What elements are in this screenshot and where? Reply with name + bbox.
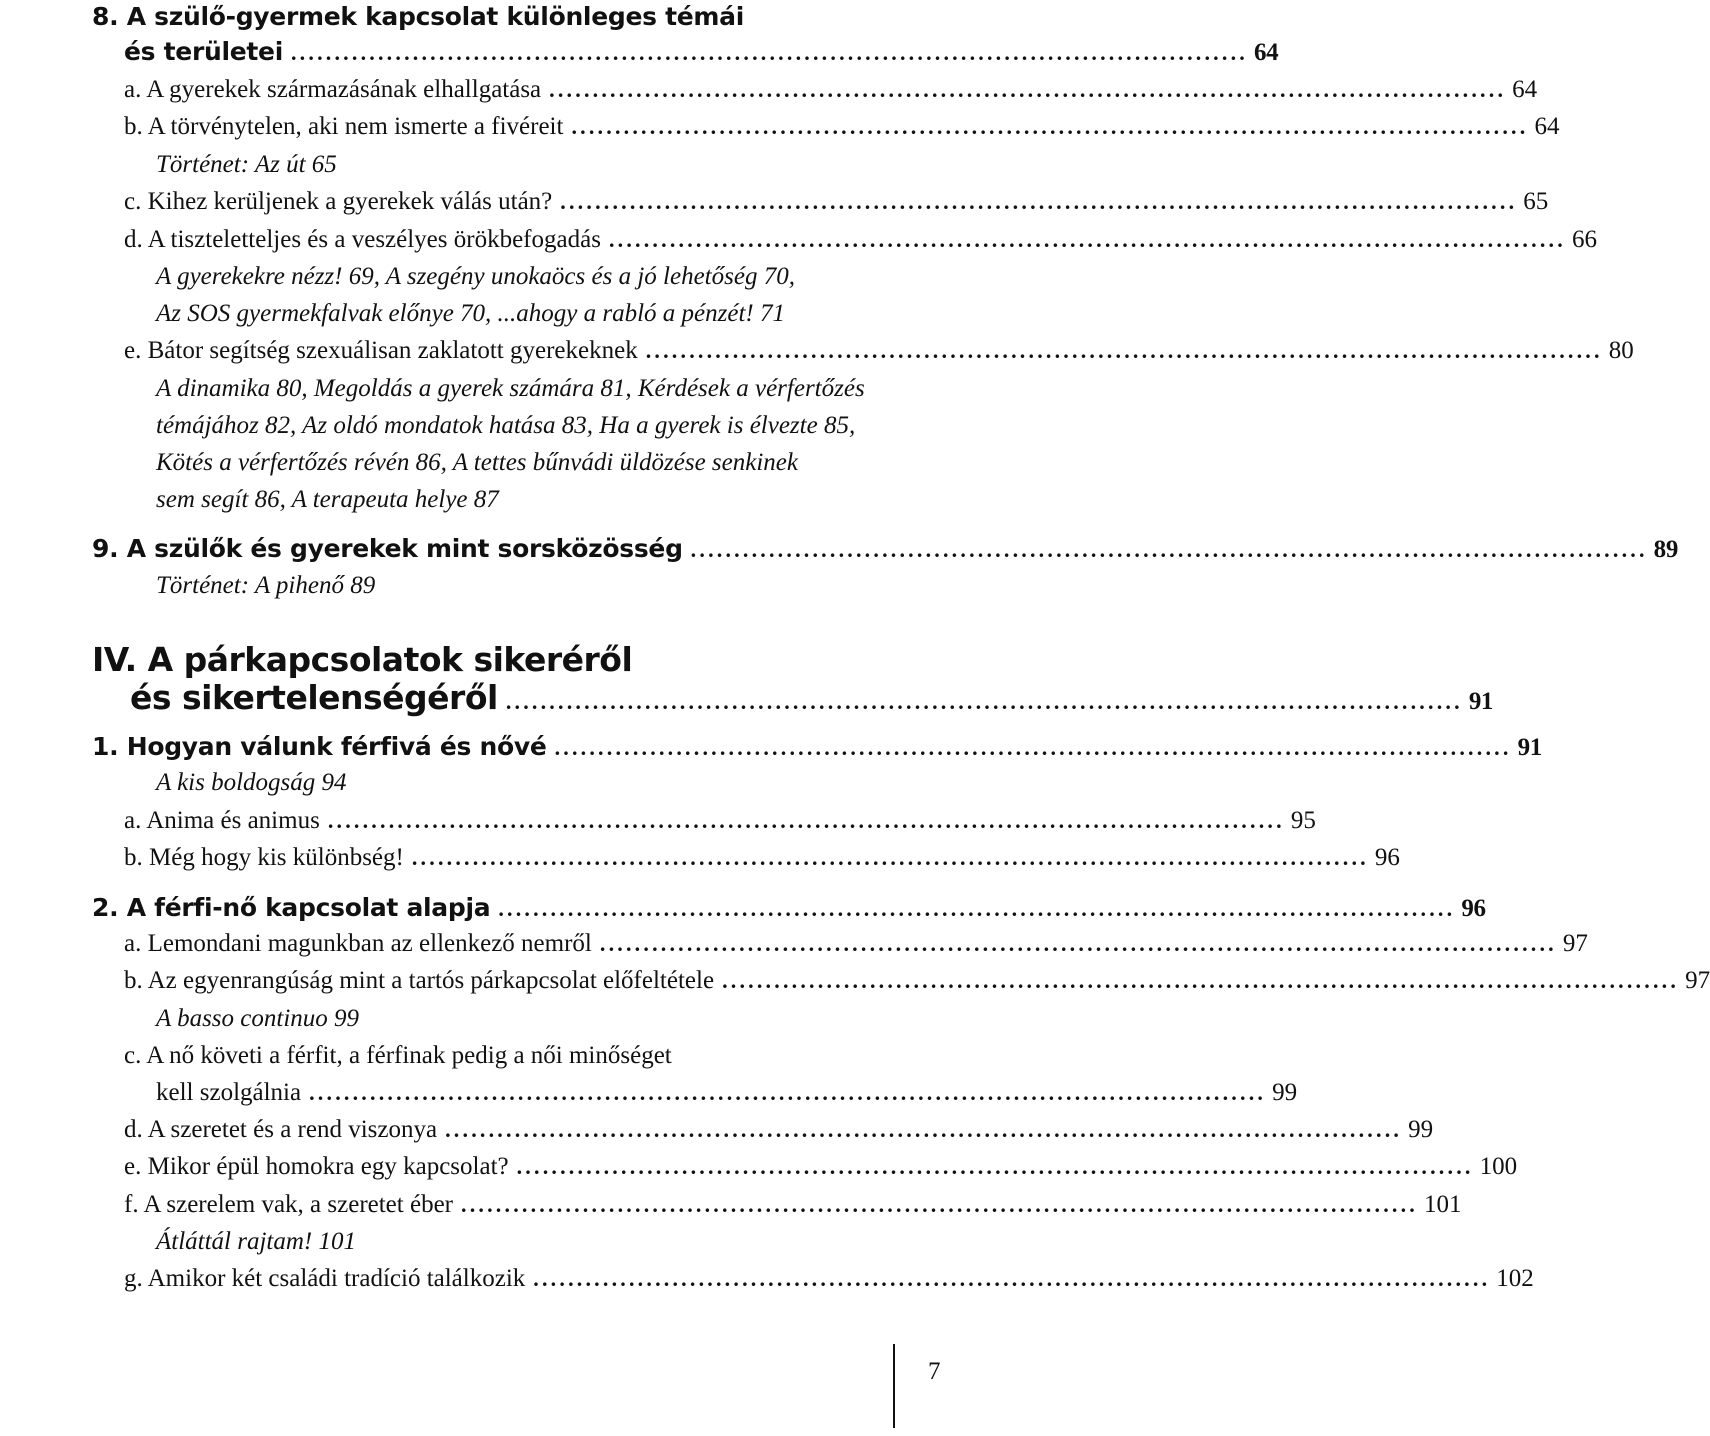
toc-entry [124, 1191, 1462, 1219]
toc-part-entry [130, 678, 1493, 717]
entry-title: 1. Hogyan válunk férfivá és nővé [92, 732, 547, 761]
page-ref: 96 [1374, 844, 1400, 871]
entry-title: a. A gyerekek származásának elhallgatása [124, 76, 542, 103]
entry-title: e. Mikor épül homokra egy kapcsolat? [124, 1153, 509, 1180]
dot-leader: .............................................................................................................. [608, 227, 1566, 252]
dot-leader: .............................................................................................................. [498, 896, 1456, 921]
toc-section-entry [92, 893, 1486, 923]
toc-entry [124, 1265, 1534, 1293]
toc-entry [124, 930, 1588, 958]
dot-leader: .............................................................................................................. [461, 1192, 1418, 1217]
page-ref: 89 [1653, 536, 1679, 563]
entry-title: d. A tiszteletteljes és a veszélyes örökbefogadás [124, 226, 601, 253]
subentry-line: Az SOS gyermekfalvak előnye 70, ...ahogy a rabló a pénzét! 71 [156, 300, 786, 327]
toc-entry [124, 76, 1538, 104]
toc-entry [124, 226, 1597, 254]
dot-leader: .............................................................................................................. [571, 114, 1529, 139]
page-ref: 80 [1608, 337, 1634, 364]
dot-leader: .............................................................................................................. [645, 338, 1603, 363]
subentry-line: témájához 82, Az oldó mondatok hatása 83, Ha a gyerek is élvezte 85, [156, 412, 856, 439]
dot-leader: .............................................................................................................. [690, 537, 1648, 562]
dot-leader: .............................................................................................................. [411, 845, 1369, 870]
story-line: Történet: A pihenő 89 [156, 572, 376, 599]
dot-leader: .............................................................................................................. [533, 1266, 1491, 1291]
story-line: A kis boldogság 94 [156, 769, 347, 796]
page-ref: 100 [1479, 1153, 1518, 1180]
dot-leader: .............................................................................................................. [445, 1117, 1403, 1142]
page-ref: 95 [1290, 807, 1316, 834]
toc-entry [124, 967, 1710, 995]
subentry-line: sem segít 86, A terapeuta helye 87 [156, 486, 499, 513]
part-heading: IV. A párkapcsolatok sikeréről [92, 640, 633, 679]
entry-title: kell szolgálnia [156, 1079, 302, 1106]
toc-entry [124, 337, 1634, 365]
toc-entry [124, 37, 1279, 67]
page-ref: 99 [1272, 1079, 1298, 1106]
dot-leader: .............................................................................................................. [560, 189, 1518, 214]
dot-leader: .............................................................................................................. [290, 40, 1248, 65]
entry-title-line: c. A nő követi a férfit, a férfinak pedig a női minőséget [124, 1042, 672, 1069]
dot-leader: .............................................................................................................. [554, 735, 1512, 760]
entry-title: b. Az egyenrangúság mint a tartós párkapcsolat előfeltétele [124, 967, 715, 994]
story-line: Átláttál rajtam! 101 [156, 1228, 356, 1255]
story-line: A basso continuo 99 [156, 1005, 360, 1032]
page-ref: 96 [1461, 895, 1486, 922]
section-heading: 8. A szülő-gyermek kapcsolat különleges témái [92, 2, 744, 31]
toc-entry [156, 1079, 1298, 1107]
page-ref: 66 [1571, 226, 1597, 253]
entry-title: és területei [124, 37, 283, 66]
page-ref: 64 [1534, 113, 1560, 140]
page-ref: 102 [1496, 1265, 1534, 1292]
entry-title: 2. A férfi-nő kapcsolat alapja [92, 893, 491, 922]
page-ref: 64 [1512, 76, 1538, 103]
page-ref: 65 [1523, 188, 1549, 215]
entry-title: e. Bátor segítség szexuálisan zaklatott gyerekeknek [124, 337, 638, 364]
entry-title: f. A szerelem vak, a szeretet éber [124, 1191, 453, 1218]
toc-entry [124, 113, 1560, 141]
page-ref: 101 [1424, 1191, 1462, 1218]
toc-entry [124, 188, 1549, 216]
subentry-line: A dinamika 80, Megoldás a gyerek számára 81, Kérdések a vérfertőzés [156, 375, 865, 402]
page-ref: 99 [1408, 1116, 1434, 1143]
toc-entry [124, 1153, 1518, 1181]
entry-title: a. Anima és animus [124, 807, 320, 834]
entry-title: és sikertelenségéről [130, 678, 498, 717]
page-ref: 91 [1468, 688, 1493, 715]
toc-section-entry [92, 534, 1679, 564]
page-ref: 97 [1562, 930, 1588, 957]
story-line: Történet: Az út 65 [156, 151, 337, 178]
subentry-line: Kötés a vérfertőzés révén 86, A tettes bűnvádi üldözése senkinek [156, 449, 798, 476]
dot-leader: .............................................................................................................. [549, 77, 1507, 102]
entry-title: b. Még hogy kis különbség! [124, 844, 404, 871]
toc-entry [124, 807, 1316, 835]
dot-leader: .............................................................................................................. [516, 1154, 1474, 1179]
page-ref: 64 [1253, 39, 1279, 66]
page-number: 7 [928, 1358, 941, 1385]
subentry-line: A gyerekekre nézz! 69, A szegény unokaöcs és a jó lehetőség 70, [156, 263, 795, 290]
dot-leader: .............................................................................................................. [722, 968, 1680, 993]
dot-leader: .............................................................................................................. [599, 931, 1557, 956]
toc-section-entry [92, 732, 1542, 762]
toc-entry [124, 844, 1400, 872]
dot-leader: .............................................................................................................. [309, 1080, 1267, 1105]
entry-title: c. Kihez kerüljenek a gyerekek válás után? [124, 188, 553, 215]
dot-leader: .............................................................................................................. [505, 689, 1463, 714]
entry-title: g. Amikor két családi tradíció találkozik [124, 1265, 526, 1292]
toc-entry [124, 1116, 1434, 1144]
entry-title: d. A szeretet és a rend viszonya [124, 1116, 438, 1143]
entry-title: 9. A szülők és gyerekek mint sorsközösség [92, 534, 683, 563]
footer-rule [893, 1344, 895, 1428]
dot-leader: .............................................................................................................. [327, 808, 1285, 833]
entry-title: a. Lemondani magunkban az ellenkező nemről [124, 930, 592, 957]
page-ref: 91 [1517, 734, 1542, 761]
page-ref: 97 [1685, 967, 1710, 994]
entry-title: b. A törvénytelen, aki nem ismerte a fivéreit [124, 113, 564, 140]
